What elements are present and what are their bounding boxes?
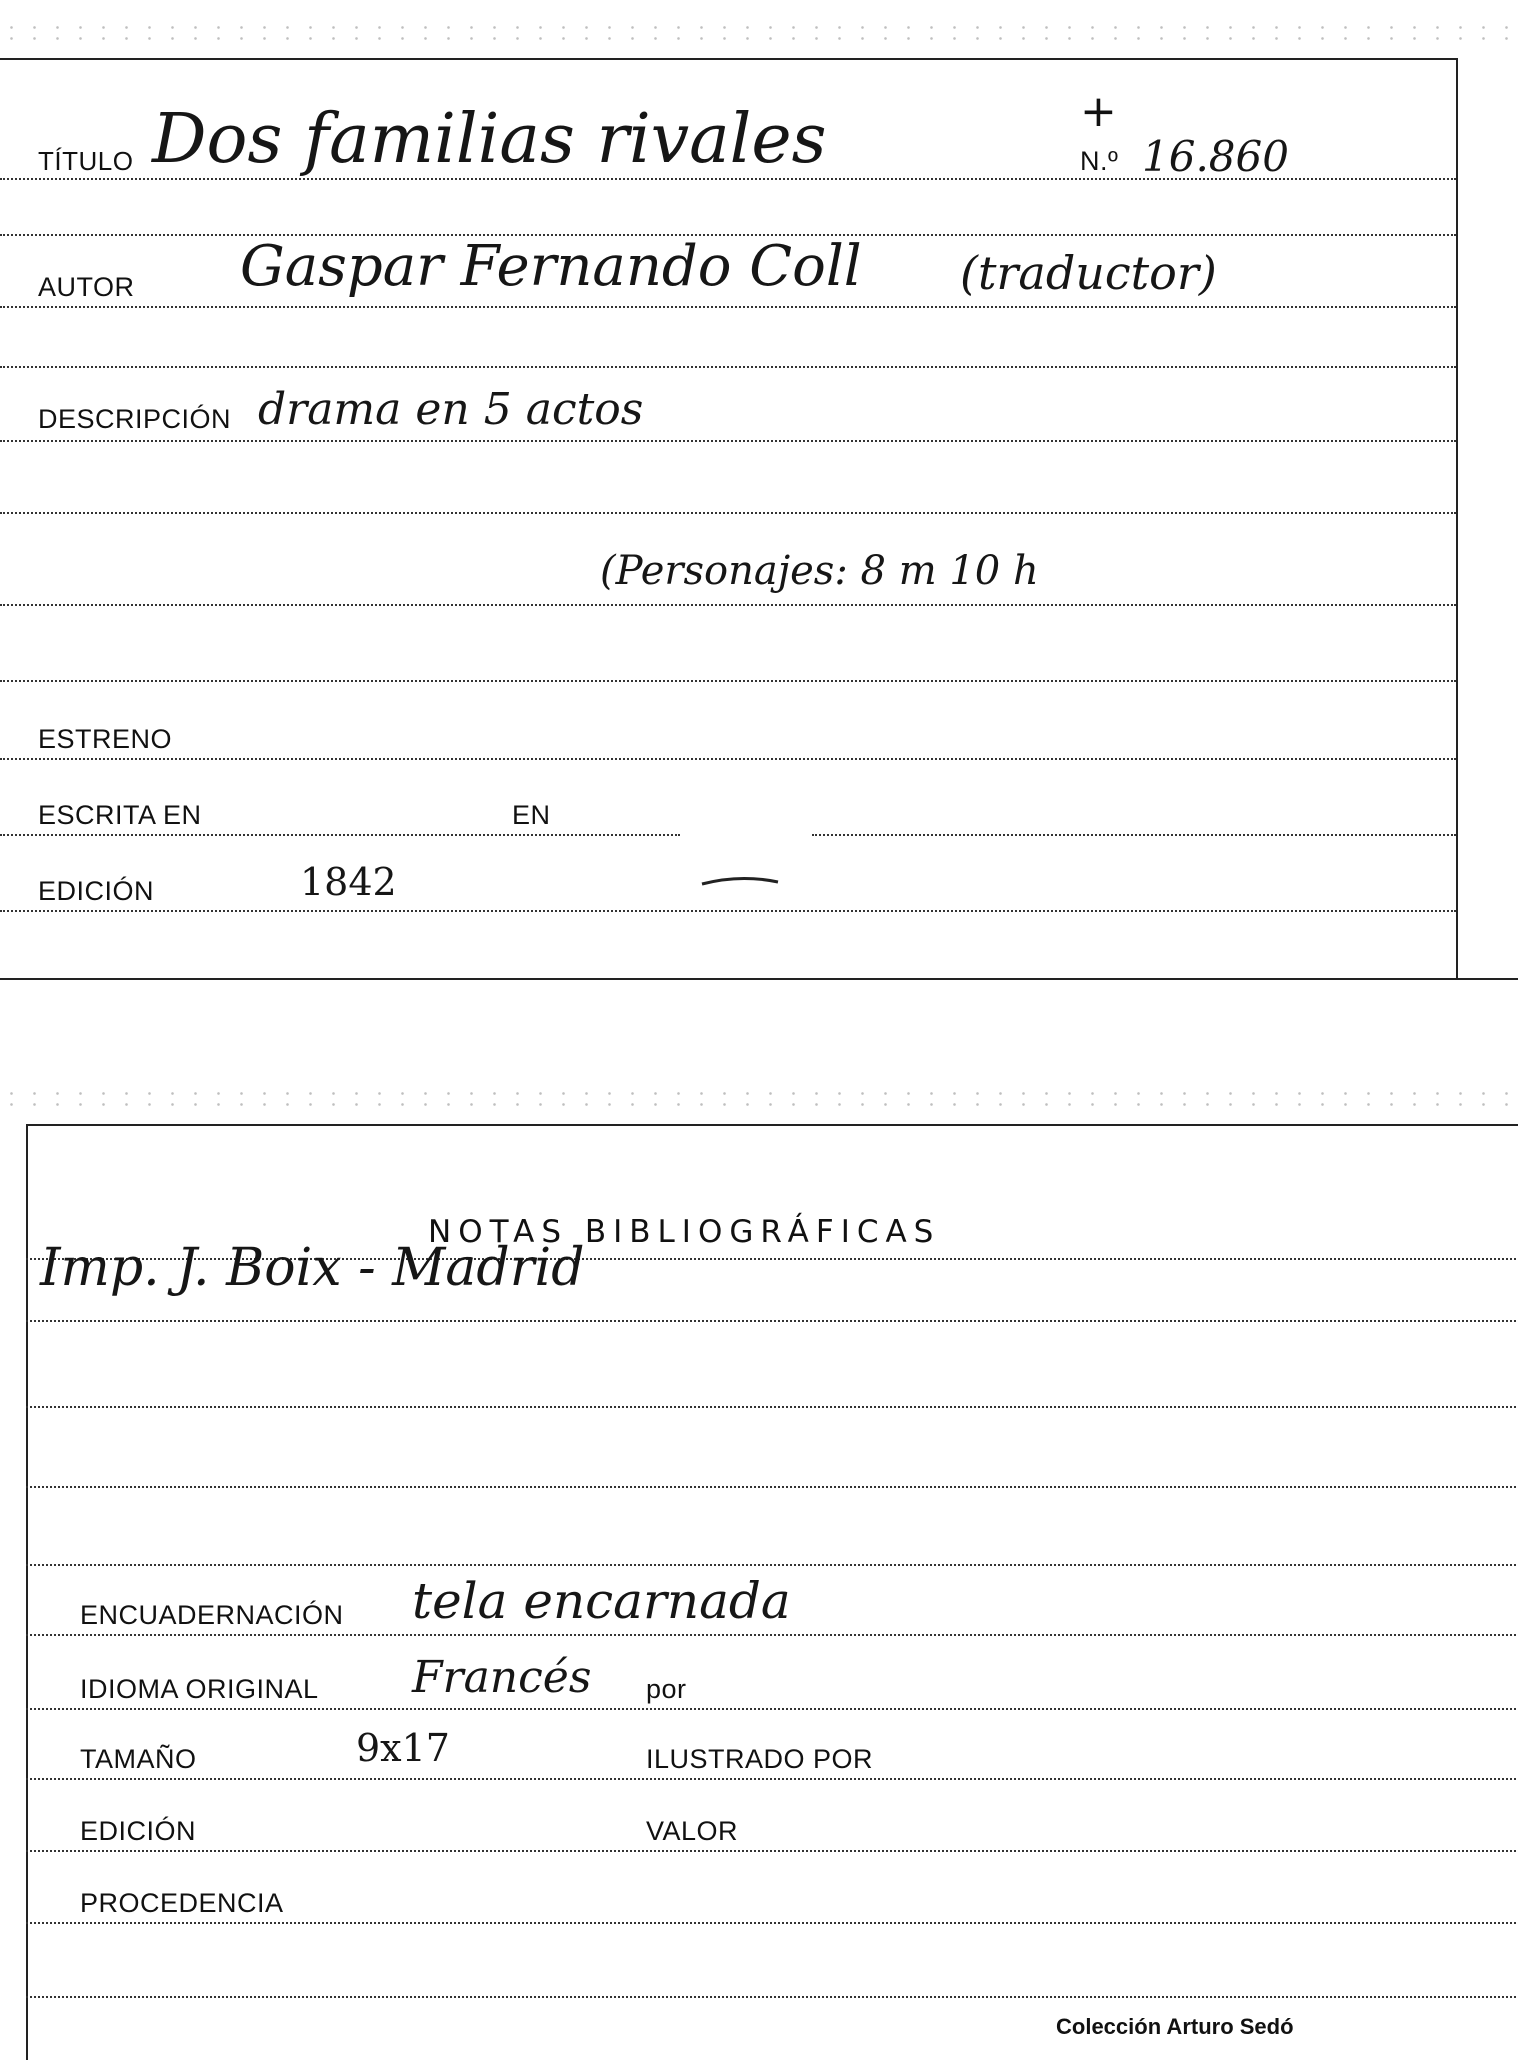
card-edge-texture (0, 1088, 1518, 1106)
encuadernacion-label: ENCUADERNACIÓN (80, 1600, 344, 1630)
card-top-border (0, 58, 1458, 60)
encuadernacion-line (26, 1634, 1516, 1636)
rule-line (26, 1996, 1516, 1998)
notes-line (26, 1320, 1516, 1322)
tamano-value: 9x17 (356, 1726, 450, 1770)
procedencia-line (26, 1922, 1516, 1924)
autor-note: (traductor) (960, 246, 1217, 300)
titulo-label: TÍTULO (38, 146, 134, 176)
card-left-border (26, 1124, 28, 2060)
card-right-border (1456, 58, 1458, 978)
tamano-label: TAMAÑO (80, 1744, 197, 1774)
valor-label: VALOR (646, 1816, 739, 1846)
edicion-label: EDICIÓN (38, 876, 155, 906)
notes-line (26, 1406, 1516, 1408)
edicion-back-line (26, 1850, 1516, 1852)
rule-line (0, 680, 1456, 682)
por-label: por (646, 1674, 687, 1704)
rule-line (0, 512, 1456, 514)
descripcion-line (0, 440, 1456, 442)
notes-line-1: Imp. J. Boix - Madrid (40, 1238, 585, 1298)
edicion-value: 1842 (300, 860, 397, 904)
autor-line (0, 306, 1456, 308)
numero-value: 16.860 (1142, 132, 1289, 181)
descripcion-label: DESCRIPCIÓN (38, 404, 232, 434)
idioma-original-label: IDIOMA ORIGINAL (80, 1674, 319, 1704)
catalog-card-front (0, 0, 1518, 1000)
pencil-dash-mark (700, 872, 780, 892)
notes-line (26, 1486, 1516, 1488)
cross-mark: + (1080, 86, 1117, 137)
titulo-line (0, 178, 1456, 180)
escrita-en-line (812, 834, 1456, 836)
titulo-value: Dos familias rivales (152, 100, 827, 179)
idioma-line (26, 1708, 1516, 1710)
rule-line (0, 366, 1456, 368)
descripcion-value: drama en 5 actos (258, 384, 644, 435)
autor-label: AUTOR (38, 272, 135, 302)
autor-value: Gaspar Fernando Coll (240, 234, 862, 299)
procedencia-label: PROCEDENCIA (80, 1888, 284, 1918)
card-bottom-border (0, 978, 1518, 980)
catalog-card-back (0, 1060, 1518, 2060)
estreno-line (0, 758, 1456, 760)
coleccion-credit: Colección Arturo Sedó (1056, 2014, 1294, 2039)
card-top-border (26, 1124, 1518, 1126)
escrita-en-label: ESCRITA EN (38, 800, 202, 830)
personajes-line (0, 604, 1456, 606)
notas-heading: NOTAS BIBLIOGRÁFICAS (428, 1214, 941, 1250)
ilustrado-por-label: ILUSTRADO POR (646, 1744, 874, 1774)
edicion-back-label: EDICIÓN (80, 1816, 197, 1846)
personajes-note: (Personajes: 8 m 10 h (600, 548, 1039, 594)
idioma-original-value: Francés (412, 1652, 592, 1703)
escrita-en-label-2: EN (512, 800, 551, 830)
encuadernacion-value: tela encarnada (412, 1572, 791, 1630)
card-edge-texture (0, 22, 1518, 40)
numero-label: N.º (1080, 146, 1119, 176)
estreno-label: ESTRENO (38, 724, 173, 754)
notes-line (26, 1564, 1516, 1566)
escrita-en-line (0, 834, 680, 836)
tamano-line (26, 1778, 1516, 1780)
edicion-line (0, 910, 1456, 912)
